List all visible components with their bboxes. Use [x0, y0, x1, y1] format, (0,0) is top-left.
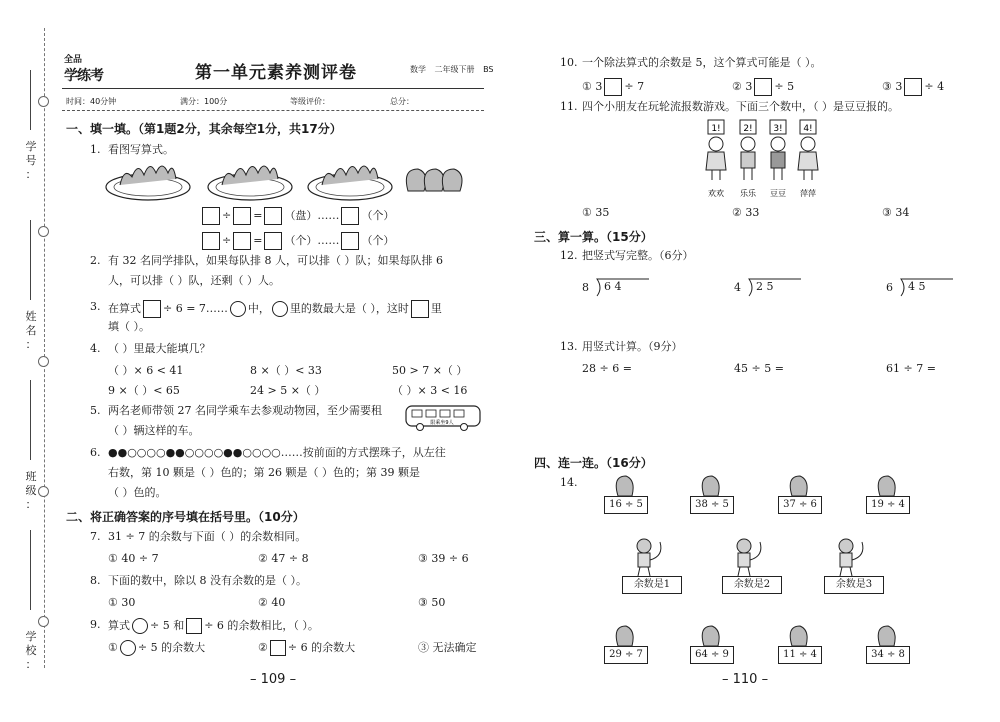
grade-eval-label: 等级评价：: [290, 97, 330, 106]
q3-text-d: 里的数最大是（ ），这时: [289, 302, 409, 315]
q8-option-1[interactable]: ① 30: [108, 596, 136, 609]
q9-option-3[interactable]: ③ 无法确定: [418, 641, 477, 654]
q11-option-1[interactable]: ① 35: [582, 206, 610, 219]
logo-main-text: 学练考: [64, 68, 103, 84]
peach-icon: [778, 474, 820, 496]
q4-item: 9 ×（ ）< 65: [108, 384, 180, 397]
kid-1: [706, 120, 726, 198]
peach-icon: [866, 474, 908, 496]
binding-hole: [38, 356, 49, 367]
q7-number: 7.: [90, 530, 101, 543]
q9-opt1-num: ①: [108, 641, 118, 654]
monkey-card[interactable]: [622, 536, 682, 596]
kids-illustration: [700, 118, 830, 202]
expression-box: 29 ÷ 7: [604, 646, 648, 664]
expression-box: 64 ÷ 9: [690, 646, 734, 664]
q2-number: 2.: [90, 254, 101, 267]
subject-meta: 数学 二年级下册 BS: [410, 65, 494, 74]
monkey-icon: [722, 536, 780, 576]
q6-line-2: 右数，第 10 颗是（ ）色的；第 26 颗是（ ）色的；第 39 颗是: [108, 466, 420, 479]
q9-opt2-num: ②: [258, 641, 268, 654]
binding-line: [44, 28, 45, 668]
peach-icon: [604, 624, 646, 646]
kid-4-name: 萍萍: [800, 189, 816, 198]
binding-hole: [38, 96, 49, 107]
class-label: 班 级 ：: [25, 470, 37, 511]
kid-2-name: 乐乐: [740, 189, 756, 198]
kid-2-bubble: 2!: [743, 124, 753, 134]
time-label: 时间：40分钟: [66, 97, 117, 106]
q1-row1-plate-unit: （盘）……: [284, 209, 340, 222]
q5-line-2: （ ）辆这样的车。: [108, 424, 200, 437]
plate-1: [106, 166, 190, 200]
answer-box[interactable]: [411, 300, 429, 318]
q10-option-1[interactable]: [582, 78, 644, 96]
q13-item: 61 ÷ 7 =: [886, 362, 936, 375]
q3-line-2: 填（ ）。: [108, 320, 150, 333]
section-2-title: 二、将正确答案的序号填在括号里。（10分）: [66, 510, 305, 524]
section-1-title: 一、填一填。（第1题2分，其余每空1分，共17分）: [66, 122, 342, 136]
full-score-label: 满分：100分: [180, 97, 228, 106]
peach-icon: [604, 474, 646, 496]
q10-option-3[interactable]: [882, 78, 944, 96]
peach-icon: [866, 624, 908, 646]
q3-text-b: ÷ 6 = 7……: [163, 302, 228, 315]
brand-logo: [64, 52, 116, 88]
remainder-box: 余数是3: [824, 576, 884, 594]
page-number-left: – 109 –: [250, 672, 297, 687]
total-score-label: 总分：: [390, 97, 414, 106]
q9-opt2-text: ÷ 6 的余数大: [287, 641, 356, 654]
answer-box: [270, 640, 286, 656]
binding-rule: [30, 220, 31, 300]
q3-text-a: 在算式: [108, 302, 141, 315]
peach-card[interactable]: [778, 474, 820, 514]
peach-card[interactable]: [690, 474, 732, 514]
q10-opt1-b: ÷ 7: [624, 80, 645, 93]
page-number-right: – 110 –: [722, 672, 769, 687]
q11-number: 11.: [560, 100, 578, 113]
q11-text: 四个小朋友在玩轮流报数游戏。下面三个数中，（ ）是豆豆报的。: [582, 100, 899, 113]
monkey-icon: [622, 536, 680, 576]
kid-1-name: 欢欢: [708, 189, 724, 198]
bus-illustration: [404, 402, 484, 432]
q5-line-1: 两名老师带领 27 名同学乘车去参观动物园，至少需要租: [108, 404, 382, 417]
q11-option-2[interactable]: ② 33: [732, 206, 760, 219]
answer-box[interactable]: [264, 232, 282, 250]
q7-option-1[interactable]: ① 40 ÷ 7: [108, 552, 159, 565]
q12-number: 12.: [560, 249, 578, 262]
kid-2: [740, 120, 757, 198]
kid-4-bubble: 4!: [803, 124, 813, 134]
q13-text: 用竖式计算。（9分）: [582, 340, 683, 353]
bus-label: 限乘坐9人: [430, 420, 454, 426]
divisor: 4: [734, 281, 741, 294]
binding-hole: [38, 616, 49, 627]
q1-row2-unit-2: （个）: [361, 234, 395, 247]
peach-card[interactable]: [778, 624, 820, 664]
remainder-box: 余数是1: [622, 576, 682, 594]
peach-card[interactable]: [604, 624, 646, 664]
q6-line-1-tail: 按前面的方式摆珠子，从左往: [302, 446, 446, 459]
q7-option-3[interactable]: ③ 39 ÷ 6: [418, 552, 469, 565]
answer-box[interactable]: [202, 207, 220, 225]
section-4-title: 四、连一连。（16分）: [534, 456, 653, 470]
page-title: 第一单元素养测评卷: [195, 63, 357, 83]
q9-option-1[interactable]: [108, 639, 205, 656]
kid-3-bubble: 3!: [773, 124, 783, 134]
q5-number: 5.: [90, 404, 101, 417]
peach-card[interactable]: [690, 624, 732, 664]
long-division-1: [582, 278, 649, 298]
binding-rule: [30, 530, 31, 610]
q4-item: 24 > 5 ×（ ）: [250, 384, 326, 397]
q9-option-2[interactable]: [258, 639, 355, 656]
q3-text-c: 中，: [247, 302, 270, 315]
q9-number: 9.: [90, 618, 101, 631]
kid-3: [770, 120, 786, 198]
expression-box: 11 ÷ 4: [778, 646, 822, 664]
q2-line-1: 有 32 名同学排队，如果每队排 8 人，可以排（ ）队；如果每队排 6: [108, 254, 443, 267]
binding-rule: [30, 380, 31, 460]
peach-plates-illustration: [104, 157, 464, 203]
logo-top-text: 全品: [64, 55, 83, 65]
q1-number: 1.: [90, 143, 101, 156]
q8-number: 8.: [90, 574, 101, 587]
peach-icon: [690, 474, 732, 496]
peach-card[interactable]: [866, 474, 908, 514]
bead-pattern: ●●○○○○●●○○○○●●○○○○……: [108, 446, 303, 459]
expression-box: 37 ÷ 6: [778, 496, 822, 514]
q4-item: 8 ×（ ）< 33: [250, 364, 322, 377]
loose-peaches: [406, 169, 462, 191]
q10-option-2[interactable]: [732, 78, 794, 96]
q10-text: 一个除法算式的余数是 5，这个算式可能是（ ）。: [582, 56, 822, 69]
answer-box[interactable]: [202, 232, 220, 250]
q10-opt1-a: ① 3: [582, 80, 603, 93]
q4-item: （ ）× 6 < 41: [108, 364, 184, 377]
binding-hole: [38, 486, 49, 497]
q13-number: 13.: [560, 340, 578, 353]
q14-number: 14.: [560, 476, 578, 489]
school-label: 学 校 ：: [25, 630, 37, 671]
expression-box: 34 ÷ 8: [866, 646, 910, 664]
answer-box: [186, 618, 202, 634]
q4-text: （ ）里最大能填几？: [108, 342, 211, 355]
info-rule: [62, 110, 484, 111]
q9-text-a: 算式: [108, 619, 130, 632]
dividend: 6 4: [604, 280, 622, 293]
expression-box: 38 ÷ 5: [690, 496, 734, 514]
binding-margin: [0, 0, 52, 722]
plate-3: [308, 166, 392, 200]
name-label: 姓 名 ：: [25, 310, 37, 351]
remainder-box: 余数是2: [722, 576, 782, 594]
answer-box: [604, 78, 622, 96]
q8-option-3[interactable]: ③ 50: [418, 596, 446, 609]
q13-item: 28 ÷ 6 =: [582, 362, 632, 375]
plate-2: [208, 166, 292, 200]
kid-3-name: 豆豆: [770, 189, 786, 198]
q13-item: 45 ÷ 5 =: [734, 362, 784, 375]
answer-circle: [120, 640, 136, 656]
divisor: 6: [886, 281, 893, 294]
peach-icon: [778, 624, 820, 646]
answer-circle[interactable]: [230, 301, 246, 317]
answer-box[interactable]: [264, 207, 282, 225]
q3-number: 3.: [90, 300, 101, 313]
section-3-title: 三、算一算。（15分）: [534, 230, 653, 244]
long-division-2: [734, 278, 801, 298]
q3-line-1: [108, 300, 442, 318]
q9-text-b: ÷ 5 和: [150, 619, 185, 632]
q12-text: 把竖式写完整。（6分）: [582, 249, 694, 262]
dividend: 2 5: [756, 280, 774, 293]
monkey-card[interactable]: [722, 536, 782, 596]
q7-option-2[interactable]: ② 47 ÷ 8: [258, 552, 309, 565]
answer-circle: [132, 618, 148, 634]
answer-circle[interactable]: [272, 301, 288, 317]
q3-text-e: 里: [430, 302, 442, 315]
q1-text: 看图写算式。: [108, 143, 174, 156]
answer-box[interactable]: [233, 207, 251, 225]
q8-text: 下面的数中，除以 8 没有余数的是（ ）。: [108, 574, 307, 587]
peach-card[interactable]: [866, 624, 908, 664]
answer-box[interactable]: [341, 232, 359, 250]
q10-opt3-b: ÷ 4: [924, 80, 945, 93]
kid-4: [798, 120, 818, 198]
q10-opt3-a: ③ 3: [882, 80, 903, 93]
q10-opt2-a: ② 3: [732, 80, 753, 93]
q6-line-1: [108, 446, 446, 460]
q4-item: 50 > 7 ×（ ）: [392, 364, 468, 377]
divisor: 8: [582, 281, 589, 294]
q1-equation-row-2: ÷ = （个）…… （个）: [200, 232, 394, 250]
q9-text-c: ÷ 6 的余数相比，（ ）。: [204, 619, 319, 632]
answer-box: [904, 78, 922, 96]
expression-box: 19 ÷ 4: [866, 496, 910, 514]
q1-equation-row-1: ÷ = （盘）…… （个）: [200, 207, 394, 225]
q10-number: 10.: [560, 56, 578, 69]
q1-row1-item-unit: （个）: [361, 209, 395, 222]
q9-opt1-text: ÷ 5 的余数大: [137, 641, 206, 654]
peach-card[interactable]: [604, 474, 646, 514]
header-rule: [62, 88, 484, 89]
q9-text: [108, 618, 319, 634]
q2-line-2: 人，可以排（ ）队，还剩（ ）人。: [108, 274, 280, 287]
peach-icon: [690, 624, 732, 646]
q6-number: 6.: [90, 446, 101, 459]
q8-option-2[interactable]: ② 40: [258, 596, 286, 609]
answer-box[interactable]: [143, 300, 161, 318]
q4-item: （ ）× 3 < 16: [392, 384, 468, 397]
q7-text: 31 ÷ 7 的余数与下面（ ）的余数相同。: [108, 530, 307, 543]
q10-opt2-b: ÷ 5: [774, 80, 795, 93]
answer-box: [754, 78, 772, 96]
q1-row2-unit-1: （个）……: [284, 234, 340, 247]
answer-box[interactable]: [233, 232, 251, 250]
binding-hole: [38, 226, 49, 237]
q6-line-3: （ ）色的。: [108, 486, 167, 499]
long-division-3: [886, 278, 953, 298]
expression-box: 16 ÷ 5: [604, 496, 648, 514]
q4-number: 4.: [90, 342, 101, 355]
kid-1-bubble: 1!: [711, 124, 721, 134]
q11-option-3[interactable]: ③ 34: [882, 206, 910, 219]
student-id-label: 学 号 ：: [25, 140, 37, 181]
answer-box[interactable]: [341, 207, 359, 225]
binding-rule: [30, 70, 31, 130]
dividend: 4 5: [908, 280, 926, 293]
monkey-icon: [824, 536, 882, 576]
monkey-card[interactable]: [824, 536, 884, 596]
